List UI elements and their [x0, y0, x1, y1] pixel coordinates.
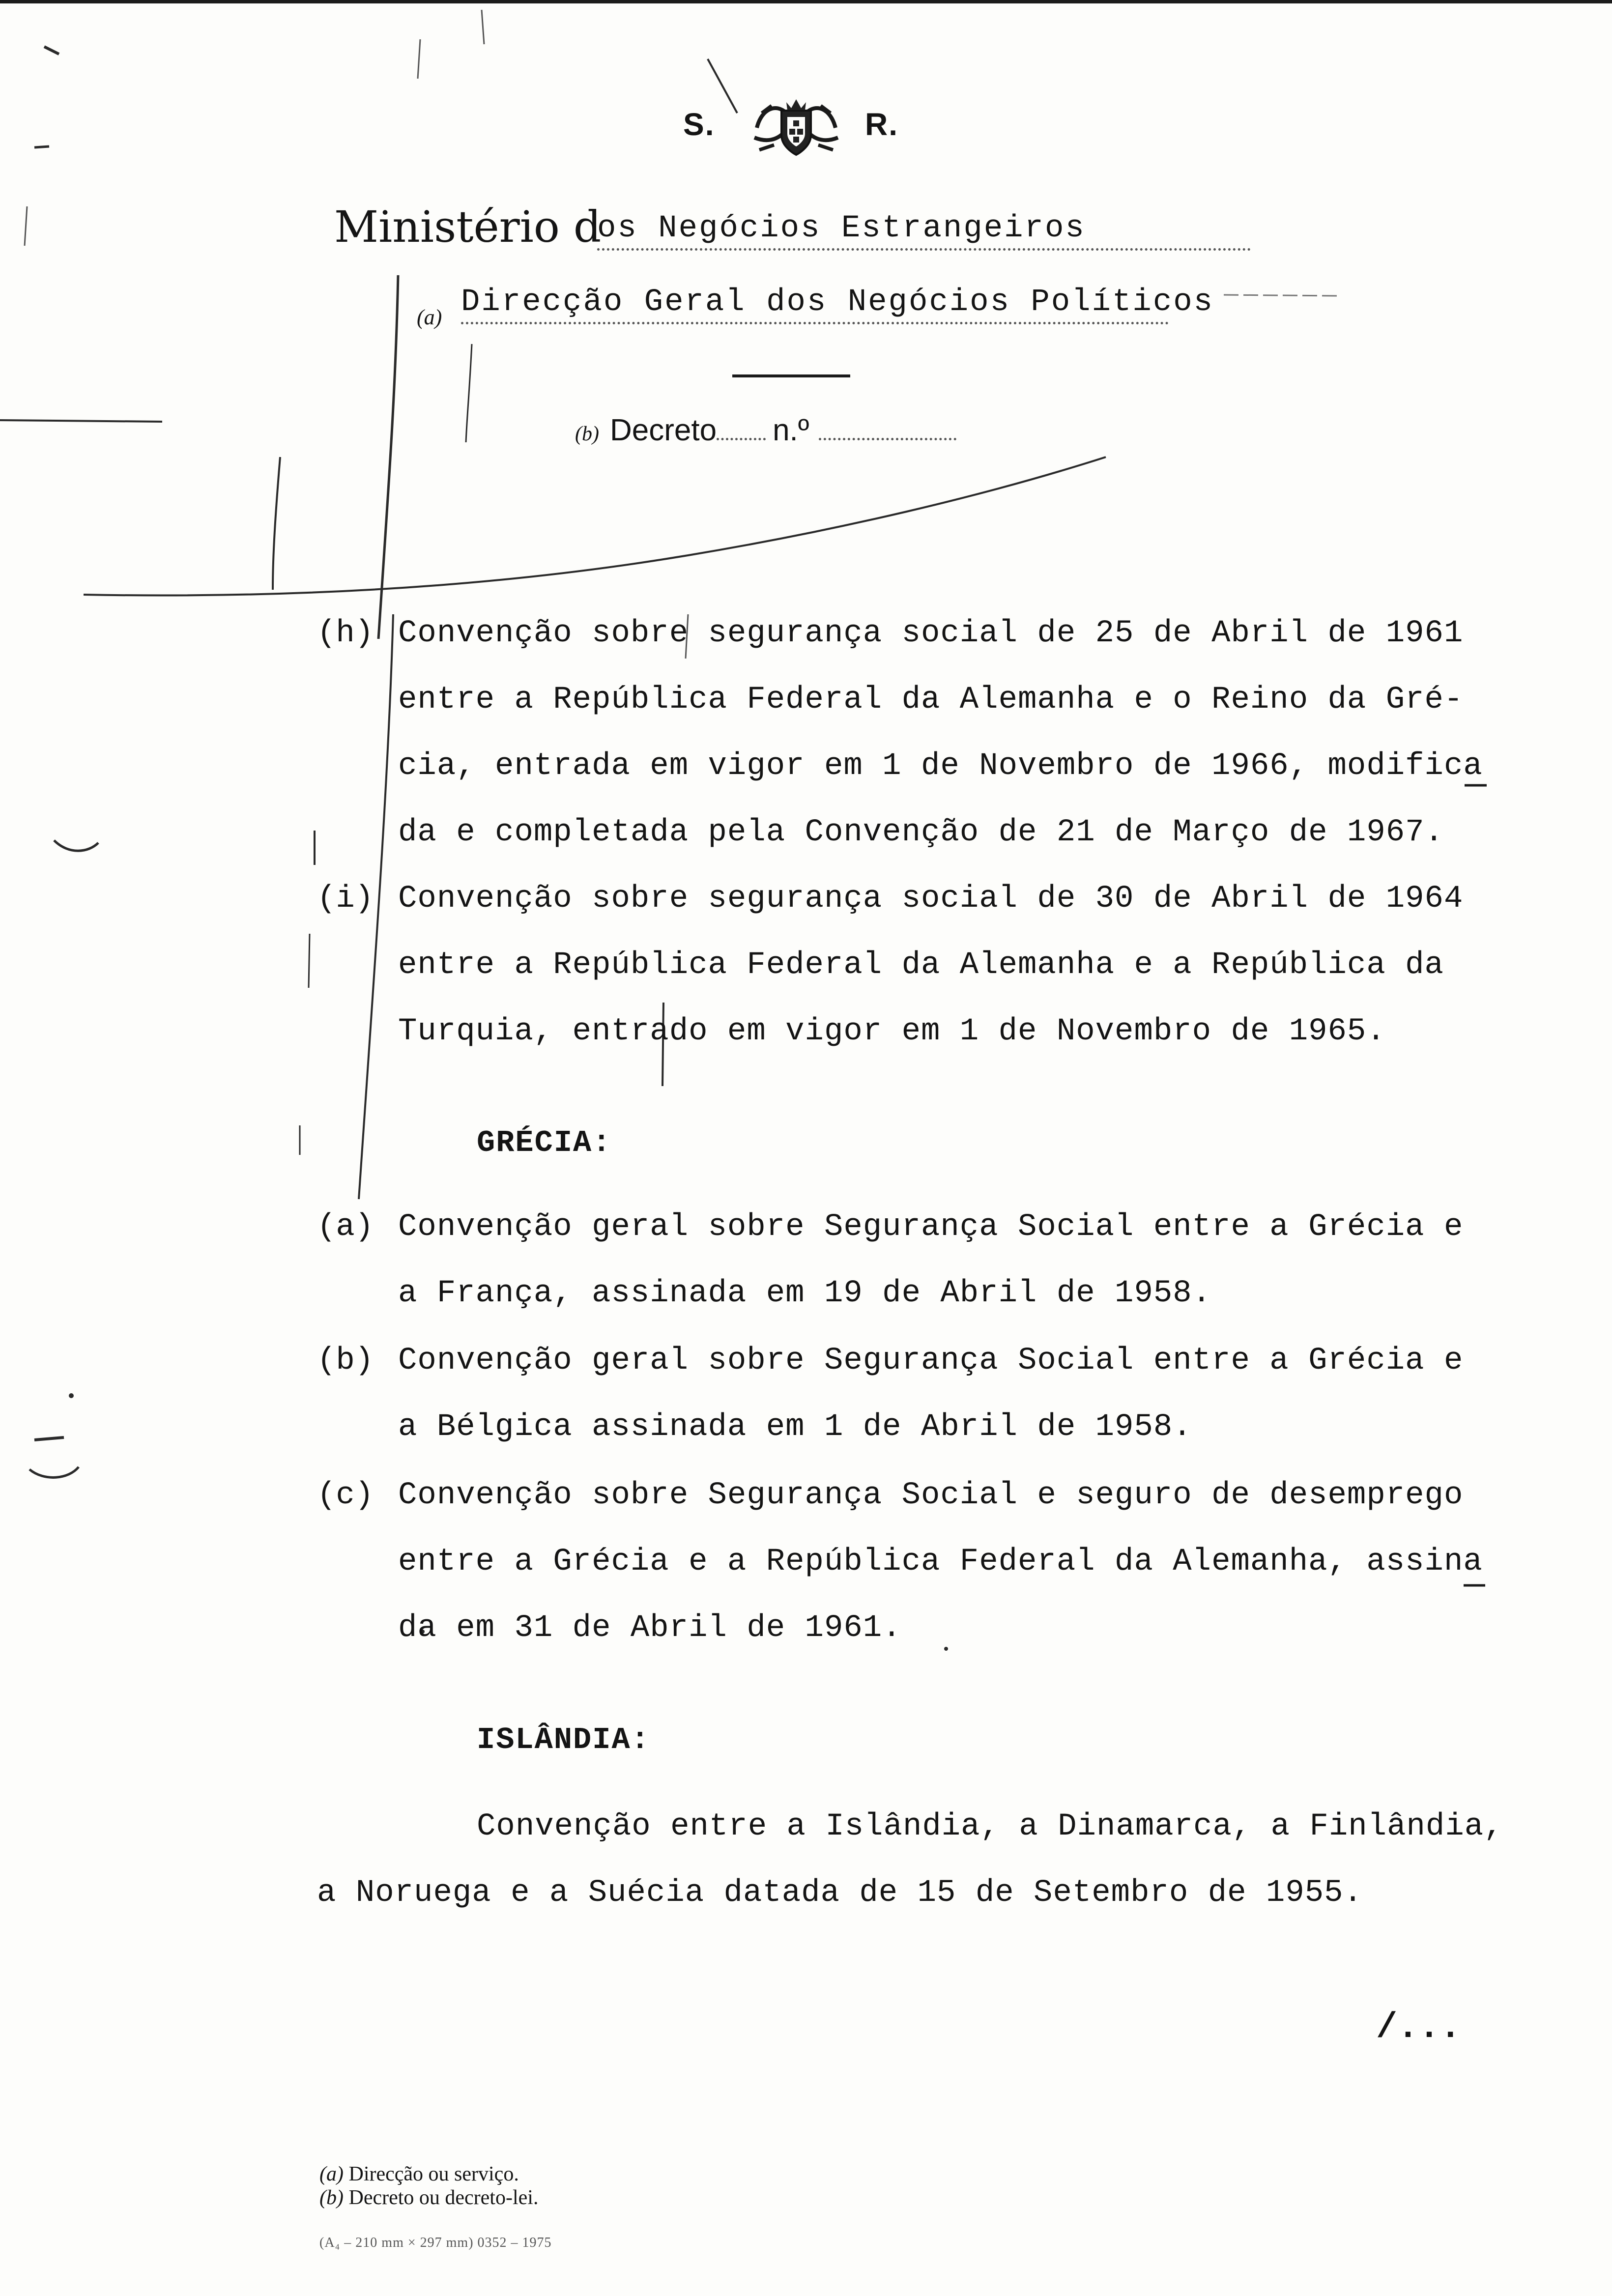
- letterhead-crest-row: [683, 93, 929, 167]
- iceland-heading: ISLÂNDIA:: [477, 1722, 650, 1757]
- item-h-line: cia, entrada em vigor em 1 de Novembro de 1966, modifica: [398, 748, 1483, 784]
- greece-item-a-line: a França, assinada em 19 de Abril de 1958.: [398, 1276, 1212, 1311]
- ministry-name-field: os Negócios Estrangeiros: [597, 209, 1251, 251]
- direction-field: Direcção Geral dos Negócios Políticos: [461, 283, 1169, 324]
- footnote-a-marker: (a): [319, 2163, 344, 2185]
- greece-item-c-label: (c): [317, 1478, 374, 1513]
- footnote-a: [319, 2162, 519, 2186]
- greece-heading: GRÉCIA:: [477, 1125, 612, 1160]
- item-h-line: entre a República Federal da Alemanha e o Reino da Gré-: [398, 682, 1464, 718]
- greece-item-c-line: da em 31 de Abril de 1961.: [398, 1610, 902, 1646]
- form-code: (A₄ – 210 mm × 297 mm) 0352 – 1975: [319, 2235, 552, 2250]
- footnote-b-marker: (b): [319, 2186, 344, 2209]
- greece-item-c-line: entre a Grécia e a República Federal da Alemanha, assina: [398, 1544, 1483, 1579]
- greece-item-c-text: [398, 1463, 1483, 1662]
- footnote-b: [319, 2186, 538, 2210]
- letterhead-right-letter: R.: [865, 107, 898, 142]
- item-i-label: (i): [317, 881, 374, 917]
- note-b-marker: (b): [575, 423, 599, 445]
- decree-number-blank: [819, 438, 956, 440]
- letterhead-left-letter: S.: [683, 107, 715, 142]
- footnote-a-text: Direcção ou serviço.: [348, 2163, 519, 2185]
- iceland-text-line-1: Convenção entre a Islândia, a Dinamarca, a Finlândia,: [477, 1809, 1503, 1844]
- decree-line: [575, 413, 956, 448]
- greece-item-b-line: Convenção geral sobre Segurança Social entre a Grécia e: [398, 1343, 1464, 1378]
- decree-type-blank: [717, 438, 766, 440]
- item-h-line: Convenção sobre segurança social de 25 de Abril de 1961: [398, 616, 1464, 651]
- iceland-text-line-2: a Noruega e a Suécia datada de 15 de Setembro de 1955.: [317, 1875, 1363, 1911]
- ministry-printed-label: Ministério d: [334, 201, 602, 252]
- item-i-text: [398, 866, 1463, 1065]
- greece-item-a-line: Convenção geral sobre Segurança Social entre a Grécia e: [398, 1209, 1464, 1245]
- greece-item-b-line: a Bélgica assinada em 1 de Abril de 1958.: [398, 1409, 1192, 1445]
- item-i-line: Turquia, entrado em vigor em 1 de Novembro de 1965.: [398, 1014, 1386, 1049]
- greece-item-a-label: (a): [317, 1209, 374, 1245]
- footnote-b-text: Decreto ou decreto-lei.: [348, 2186, 539, 2209]
- item-h-line: da e completada pela Convenção de 21 de Março de 1967.: [398, 815, 1444, 850]
- greece-item-c-line: Convenção sobre Segurança Social e seguro de desemprego: [398, 1478, 1464, 1513]
- continuation-mark: /...: [1376, 2008, 1461, 2048]
- greece-item-a-text: [398, 1194, 1463, 1327]
- greece-item-b-label: (b): [317, 1343, 374, 1378]
- item-h-text: [398, 601, 1483, 866]
- decree-label: Decreto: [609, 413, 717, 447]
- center-divider: [732, 374, 850, 377]
- item-h-label: (h): [317, 616, 374, 651]
- note-a-marker: (a): [417, 305, 442, 329]
- item-i-line: entre a República Federal da Alemanha e a República da: [398, 947, 1444, 983]
- number-label: n.º: [773, 413, 809, 447]
- coat-of-arms-icon: [747, 93, 845, 162]
- item-i-line: Convenção sobre segurança social de 30 de Abril de 1964: [398, 881, 1464, 917]
- greece-item-b-text: [398, 1328, 1463, 1461]
